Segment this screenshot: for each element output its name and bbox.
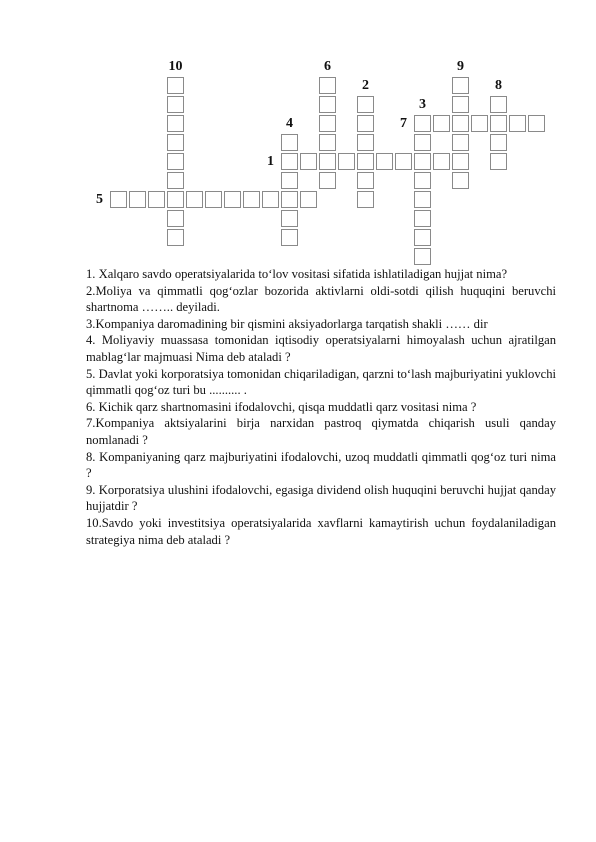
grid-cell[interactable] xyxy=(357,115,374,132)
clue-number-3: 3 xyxy=(419,97,426,112)
grid-cell[interactable] xyxy=(167,229,184,246)
grid-cell[interactable] xyxy=(376,153,393,170)
clue-number-1: 1 xyxy=(267,154,274,169)
clue-number-6: 6 xyxy=(324,59,331,74)
grid-cell[interactable] xyxy=(319,77,336,94)
grid-cell[interactable] xyxy=(414,134,431,151)
grid-cell[interactable] xyxy=(357,172,374,189)
clue-3: 3.Kompaniya daromadining bir qismini aksiyadorlarga tarqatish shakli …… dir xyxy=(86,316,488,331)
grid-cell[interactable] xyxy=(490,96,507,113)
grid-cell[interactable] xyxy=(357,134,374,151)
grid-cell[interactable] xyxy=(281,191,298,208)
grid-cell[interactable] xyxy=(167,115,184,132)
grid-cell[interactable] xyxy=(167,191,184,208)
clue-9: 9. Korporatsiya ulushini ifodalovchi, egasiga dividend olish huquqini beruvchi hujjat qanday hujjatdir ? xyxy=(86,482,556,514)
clue-number-5: 5 xyxy=(96,192,103,207)
grid-cell[interactable] xyxy=(281,172,298,189)
grid-cell[interactable] xyxy=(243,191,260,208)
grid-cell[interactable] xyxy=(452,96,469,113)
clue-10: 10.Savdo yoki investitsiya operatsiyalarida xavflarni kamaytirish uchun foydalaniladigan strategiya nima deb ataladi ? xyxy=(86,515,556,547)
grid-cell[interactable] xyxy=(167,210,184,227)
grid-cell[interactable] xyxy=(452,115,469,132)
grid-cell[interactable] xyxy=(471,115,488,132)
grid-cell[interactable] xyxy=(357,153,374,170)
grid-cell[interactable] xyxy=(414,115,431,132)
grid-cell[interactable] xyxy=(452,77,469,94)
grid-cell[interactable] xyxy=(167,134,184,151)
grid-cell[interactable] xyxy=(319,134,336,151)
grid-cell[interactable] xyxy=(148,191,165,208)
clue-5: 5. Davlat yoki korporatsiya tomonidan chiqariladigan, qarzni to‘lash majburiyatini yuklovchi qimmatli qog‘oz turi bu .......... . xyxy=(86,366,556,398)
clue-6: 6. Kichik qarz shartnomasini ifodalovchi, qisqa muddatli qarz vositasi nima ? xyxy=(86,399,477,414)
grid-cell[interactable] xyxy=(395,153,412,170)
grid-cell[interactable] xyxy=(167,153,184,170)
grid-cell[interactable] xyxy=(319,96,336,113)
grid-cell[interactable] xyxy=(300,153,317,170)
grid-cell[interactable] xyxy=(281,153,298,170)
grid-cell[interactable] xyxy=(357,96,374,113)
crossword-grid xyxy=(0,0,596,270)
clue-list xyxy=(86,266,556,548)
clue-1: 1. Xalqaro savdo operatsiyalarida to‘lov vositasi sifatida ishlatiladigan hujjat nima? xyxy=(86,267,508,281)
grid-cell[interactable] xyxy=(281,229,298,246)
grid-cell[interactable] xyxy=(205,191,222,208)
grid-cell[interactable] xyxy=(414,191,431,208)
grid-cell[interactable] xyxy=(414,153,431,170)
grid-cell[interactable] xyxy=(452,153,469,170)
clue-2: 2.Moliya va qimmatli qog‘ozlar bozorida aktivlarni oldi-sotdi qilish huquqini beruvchi shartnoma …….. deyiladi. xyxy=(86,283,556,315)
grid-cell[interactable] xyxy=(490,153,507,170)
clue-number-8: 8 xyxy=(495,78,502,93)
grid-cell[interactable] xyxy=(167,77,184,94)
grid-cell[interactable] xyxy=(300,191,317,208)
grid-cell[interactable] xyxy=(167,172,184,189)
grid-cell[interactable] xyxy=(452,172,469,189)
grid-cell[interactable] xyxy=(224,191,241,208)
grid-cell[interactable] xyxy=(490,115,507,132)
grid-cell[interactable] xyxy=(414,210,431,227)
grid-cell[interactable] xyxy=(262,191,279,208)
grid-cell[interactable] xyxy=(414,229,431,246)
clue-number-4: 4 xyxy=(286,116,293,131)
grid-cell[interactable] xyxy=(433,115,450,132)
grid-cell[interactable] xyxy=(281,134,298,151)
clue-8: 8. Kompaniyaning qarz majburiyatini ifodalovchi, uzoq muddatli qimmatli qog‘oz turi nima ? xyxy=(86,449,556,481)
clue-number-9: 9 xyxy=(457,59,464,74)
grid-cell[interactable] xyxy=(129,191,146,208)
grid-cell[interactable] xyxy=(433,153,450,170)
clue-7: 7.Kompaniya aktsiyalarini birja narxidan pastroq qiymatda chiqarish usuli qanday nomlanadi ? xyxy=(86,416,556,447)
grid-cell[interactable] xyxy=(414,172,431,189)
grid-cell[interactable] xyxy=(319,115,336,132)
grid-cell[interactable] xyxy=(167,96,184,113)
grid-cell[interactable] xyxy=(186,191,203,208)
grid-cell[interactable] xyxy=(490,134,507,151)
grid-cell[interactable] xyxy=(319,172,336,189)
grid-cell[interactable] xyxy=(357,191,374,208)
grid-cell[interactable] xyxy=(338,153,355,170)
grid-cell[interactable] xyxy=(452,134,469,151)
clue-number-2: 2 xyxy=(362,78,369,93)
grid-cell[interactable] xyxy=(319,153,336,170)
clue-4: 4. Moliyaviy muassasa tomonidan iqtisodiy operatsiyalarni himoyalash uchun ajratilgan mablag‘lar majmuasi Nima deb ataladi ? xyxy=(86,333,556,364)
grid-cell[interactable] xyxy=(281,210,298,227)
clue-number-10: 10 xyxy=(168,59,183,74)
grid-cell[interactable] xyxy=(414,248,431,265)
grid-cell[interactable] xyxy=(528,115,545,132)
grid-cell[interactable] xyxy=(110,191,127,208)
clue-number-7: 7 xyxy=(400,116,407,131)
grid-cell[interactable] xyxy=(509,115,526,132)
